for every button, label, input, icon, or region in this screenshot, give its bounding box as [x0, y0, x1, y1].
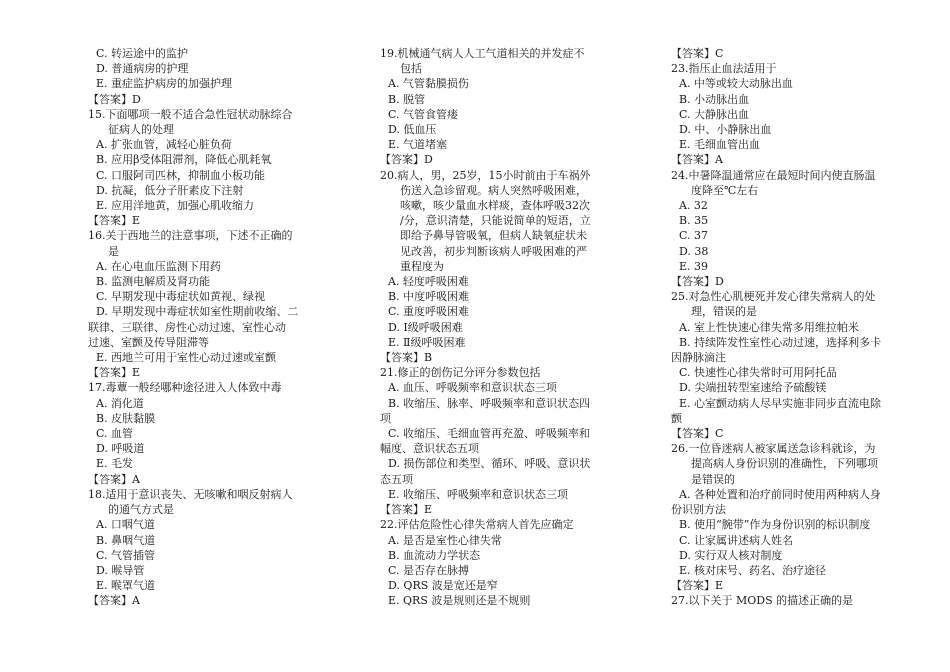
answer-option: E. 收缩压、呼吸频率和意识状态三项 [388, 487, 569, 501]
answer-option: E. Ⅱ级呼吸困难 [388, 335, 466, 349]
answer-option: E. 心室颤动病人尽早实施非同步直流电除 [679, 396, 882, 410]
question-text: 22.评估危险性心律失常病人首先应确定 [380, 518, 574, 532]
question-text-continued: 的通气方式是 [108, 503, 174, 517]
answer-option: B. 收缩压、脉率、呼吸频率和意识状态四 [388, 396, 591, 410]
answer-option: A. 血压、呼吸频率和意识状态三项 [388, 381, 557, 395]
answer-option: E. 应用洋地黄，加强心肌收缩力 [96, 199, 255, 213]
answer-option: D. 低血压 [388, 123, 437, 137]
answer-option: C. 口服阿司匹林，抑制血小板功能 [96, 168, 266, 182]
answer-key: 【答案】C [671, 47, 724, 60]
answer-key: 【答案】D [88, 92, 141, 106]
answer-option: D. 尖端扭转型室速给予硫酸镁 [679, 381, 827, 395]
answer-option-continued: 项 [380, 411, 391, 425]
question-text: 27.以下关于 MODS 的描述正确的是 [671, 594, 854, 608]
answer-option: B. 中度呼吸困难 [388, 290, 470, 304]
question-text-continued: 是 [108, 244, 119, 258]
answer-key: 【答案】C [671, 427, 724, 441]
answer-option: A. 口咽气道 [96, 518, 155, 532]
answer-option: A. 扩张血管，减轻心脏负荷 [96, 138, 232, 152]
answer-key: 【答案】E [88, 366, 141, 380]
column-left [88, 46, 320, 609]
question-text: 20.病人，男，25岁，15小时前由于车祸外 [380, 168, 591, 182]
answer-key: 【答案】D [380, 153, 433, 167]
answer-option: D. 喉导管 [96, 563, 145, 577]
answer-option: A. 在心电血压监测下用药 [96, 259, 221, 273]
answer-option: B. 皮肤黏膜 [96, 411, 156, 425]
question-text: 21.修正的创伤记分评分参数包括 [380, 366, 541, 380]
answer-option: D. Ⅰ级呼吸困难 [388, 320, 463, 334]
answer-option: E. 气道堵塞 [388, 138, 448, 152]
answer-option-continued: 过速、室颤及传导阻滞等 [88, 335, 209, 349]
answer-option: E. 毛细血管出血 [679, 138, 761, 152]
answer-option: D. 中、小静脉出血 [679, 123, 772, 137]
answer-option-continued: 态五项 [380, 472, 413, 486]
answer-key: 【答案】E [88, 214, 141, 228]
answer-key: 【答案】A [88, 594, 140, 608]
answer-option: E. 毛发 [96, 457, 134, 471]
question-text-continued: 是错误的 [691, 472, 735, 486]
answer-option: B. 脱管 [388, 92, 426, 106]
answer-option: A. 消化道 [96, 396, 144, 410]
answer-option: D. 呼吸道 [96, 442, 145, 456]
answer-option: D. 普通病房的护理 [96, 62, 189, 76]
answer-key: 【答案】E [380, 503, 433, 517]
answer-key: 【答案】D [671, 275, 724, 289]
question-text-continued: 理，错误的是 [691, 305, 757, 319]
answer-option: C. 大静脉出血 [679, 107, 750, 121]
question-text: 23.指压止血法适用于 [671, 62, 777, 76]
answer-option: C. 气管插管 [96, 548, 156, 562]
question-text-continued: 即给予鼻导管吸氧，但病人缺氧症状未 [400, 229, 587, 243]
question-text-continued: 重程度为 [400, 259, 444, 273]
answer-option-continued: 联律、三联律、房性心动过速、室性心动 [88, 320, 286, 334]
answer-option: C. 重度呼吸困难 [388, 305, 470, 319]
answer-option: C. 37 [679, 229, 709, 243]
answer-option: A. 中等或较大动脉出血 [679, 77, 793, 91]
answer-option: E. 重症监护病房的加强护理 [96, 77, 233, 91]
answer-option: C. 是否存在脉搏 [388, 563, 470, 577]
answer-option: B. 小动脉出血 [679, 92, 750, 106]
question-text-continued: /分，意识清楚，只能说简单的短语，立 [400, 214, 591, 228]
question-text: 17.毒蕈一般经哪种途径进入人体致中毒 [88, 381, 282, 395]
answer-option: D. 抗凝，低分子肝素皮下注射 [96, 183, 244, 197]
question-text: 25.对急性心肌梗死并发心律失常病人的处 [671, 290, 876, 304]
column-middle [380, 46, 618, 609]
answer-option: C. 让家属讲述病人姓名 [679, 533, 794, 547]
answer-option: D. 实行双人核对制度 [679, 548, 783, 562]
answer-option: E. 喉罩气道 [96, 579, 156, 593]
answer-option: B. 鼻咽气道 [96, 533, 156, 547]
answer-option-continued: 份识别方法 [671, 503, 726, 517]
answer-option: C. 快速性心律失常时可用阿托品 [679, 366, 838, 380]
answer-option-continued: 幅度、意识状态五项 [380, 442, 479, 456]
answer-option: C. 早期发现中毒症状如黄视、绿视 [96, 290, 266, 304]
answer-option: B. 血流动力学状态 [388, 548, 481, 562]
answer-option: D. 损伤部位和类型、循环、呼吸、意识状 [388, 457, 591, 471]
question-text-continued: 提高病人身份识别的准确性，下列哪项 [691, 457, 878, 471]
question-text: 16.关于西地兰的注意事项，下述不正确的 [88, 229, 293, 243]
answer-option: E. 核对床号、药名、治疗途径 [679, 563, 827, 577]
answer-option: B. 应用β受体阻滞剂，降低心肌耗氧 [96, 153, 272, 167]
question-text-continued: 度降至℃左右 [691, 183, 759, 197]
question-text-continued: 包括 [400, 62, 422, 76]
answer-key: 【答案】E [671, 579, 724, 593]
answer-option: D. QRS 波是宽还是窄 [388, 579, 498, 593]
column-right [671, 46, 911, 609]
answer-option: E. 西地兰可用于室性心动过速或室颤 [96, 351, 277, 365]
answer-option: B. 监测电解质及肾功能 [96, 275, 211, 289]
answer-option: E. QRS 波是规则还是不规则 [388, 594, 531, 608]
answer-option: A. 室上性快速心律失常多用维拉帕米 [679, 320, 859, 334]
answer-option-continued: 因静脉滴注 [671, 351, 726, 365]
answer-option-continued: 颤 [671, 411, 682, 425]
answer-option: A. 各种处置和治疗前同时使用两种病人身 [679, 487, 881, 501]
answer-option: A. 32 [679, 199, 708, 213]
answer-option: A. 轻度呼吸困难 [388, 275, 469, 289]
question-text: 18.适用于意识丧失、无咳嗽和咽反射病人 [88, 487, 293, 501]
answer-option: C. 转运途中的监护 [96, 47, 189, 60]
question-text: 26.一位昏迷病人被家属送急诊科就诊，为 [671, 442, 876, 456]
answer-option: B. 持续阵发性室性心动过速，选择利多卡 [679, 335, 882, 349]
answer-key: 【答案】A [671, 153, 723, 167]
answer-key: 【答案】A [88, 472, 140, 486]
answer-option: D. 早期发现中毒症状如室性期前收缩、二 [96, 305, 299, 319]
answer-option: B. 使用“腕带”作为身份识别的标识制度 [679, 518, 871, 532]
answer-option: E. 39 [679, 259, 709, 273]
answer-option: C. 血管 [96, 427, 134, 441]
question-text-continued: 见改善，初步判断该病人呼吸困难的严 [400, 244, 587, 258]
question-text-continued: 伤送入急诊留观。病人突然呼吸困难， [400, 183, 587, 197]
question-text: 15.下面哪项一般不适合急性冠状动脉综合 [88, 107, 293, 121]
answer-option: A. 是否是室性心律失常 [388, 533, 502, 547]
answer-option: A. 气管黏膜损伤 [388, 77, 469, 91]
question-text: 19.机械通气病人人工气道相关的并发症不 [380, 47, 585, 60]
answer-option: C. 收缩压、毛细血管再充盈、呼吸频率和 [388, 427, 591, 441]
question-text-continued: 征病人的处理 [108, 123, 174, 137]
answer-option: D. 38 [679, 244, 709, 258]
answer-key: 【答案】B [380, 351, 433, 365]
answer-option: C. 气管食管瘘 [388, 107, 459, 121]
question-text: 24.中暑降温通常应在最短时间内使直肠温 [671, 168, 876, 182]
question-text-continued: 咳嗽，咳少量血水样痰，查体呼吸32次 [400, 199, 590, 213]
answer-option: B. 35 [679, 214, 709, 228]
